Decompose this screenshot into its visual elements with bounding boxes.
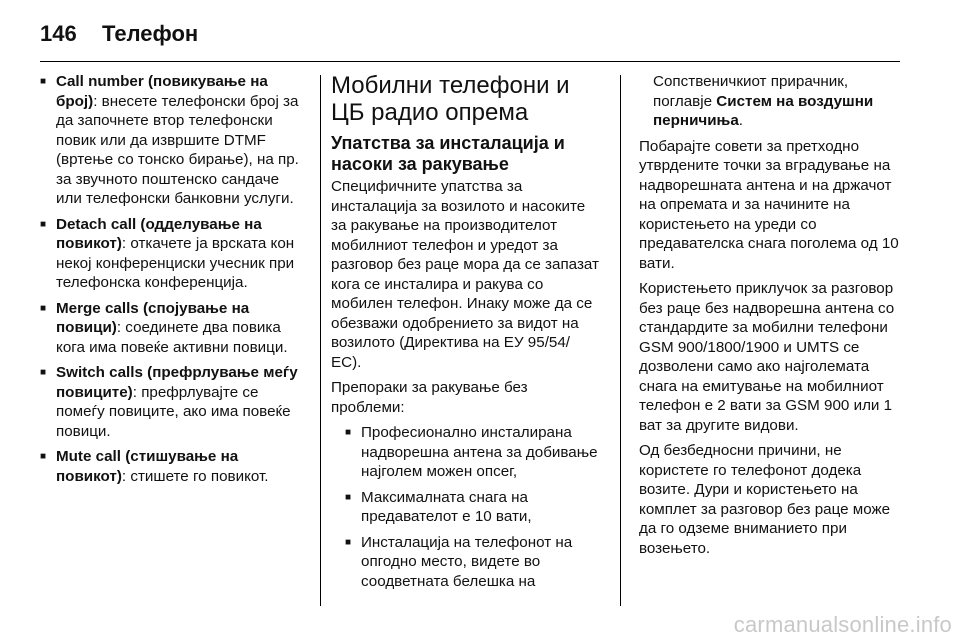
column-2 [331, 72, 603, 597]
list-item: ■ Mute call (стишување на повикот): стишете го повикот. [40, 447, 308, 486]
paragraph: Сопственичкиот прирачник, поглавје Систем на воздушни перничиња. [653, 73, 874, 129]
paragraph: Од безбедносни причини, не користете го телефонот додека возите. Дури и користењето на комплет за разговор без раце може да го одземе вниманието при возењето. [639, 442, 891, 557]
page-header [40, 14, 198, 54]
header-rule [40, 61, 900, 62]
list-item: ■ Call number (повикување на број): внесете телефонски број за да започнете втор телефонски повик или да извршите DTMF (вртење со тонско бирање), на пр. за звучното поштенско сандаче или телефонски банковни услуги. [40, 72, 308, 209]
page-number: 146 [40, 21, 77, 46]
list-item: ■ Инсталација на телефонот на опгодно место, видете во соодветната белешка на [345, 533, 603, 592]
section-heading: Мобилни телефони и ЦБ радио опрема [331, 72, 570, 126]
column-1 [40, 72, 308, 492]
section-subheading: Упатства за инсталација и насоки за ракување [331, 133, 565, 174]
recommendations-list [331, 423, 603, 591]
column-3 [639, 72, 901, 564]
column-divider-2 [620, 75, 621, 606]
cross-reference: Систем на воздушни перничиња [653, 92, 874, 129]
paragraph: Препораки за ракување без проблеми: [331, 379, 528, 416]
column-divider-1 [320, 75, 321, 606]
list-item: ■ Професионално инсталирана надворешна антена за добивање најголем можен опсег, [345, 423, 603, 482]
list-item: ■ Detach call (одделување на повикот): откачете ја врската кон некој конференциски учесник при телефонска конференција. [40, 215, 308, 293]
watermark: carmanualsonline.info [733, 612, 952, 637]
list-item: ■ Максималната снага на предавателот е 10 вати, [345, 488, 603, 527]
paragraph: Побарајте совети за претходно утврдените точки за вградување на надворешната антена и на држачот на опремата и за начините на користењето на уреди со предавателска снага поголема од 10 вати. [639, 137, 899, 272]
list-item: ■ Merge calls (спојување на повици): соединете два повика кога има повеќе активни повици. [40, 299, 308, 358]
paragraph: Специфичните упатства за инсталација за возилото и насоките за ракување на производителот мобилниот телефон и уредот за разговор без раце мора да се запазат кога се инсталира и ракува со мобилен телефон. Инаку може да се обезважи одобрението за видот на возилото (Директива на ЕУ 95/54/ ЕС). [331, 178, 599, 371]
page-title: Телефон [102, 21, 199, 46]
list-item: ■ Switch calls (префрлување меѓу повиците): префрлувајте се помеѓу повиците, ако има повеќе повици. [40, 363, 308, 441]
call-options-list [40, 72, 308, 486]
paragraph: Користењето приклучок за разговор без раце без надворешна антена со стандардите за мобилни телефони GSM 900/1800/1900 и UMTS се дозволени само ако најголемата снага на емитување на мобилниот телефон е 2 вати за GSM 900 или 1 ват за другите видови. [639, 280, 895, 434]
